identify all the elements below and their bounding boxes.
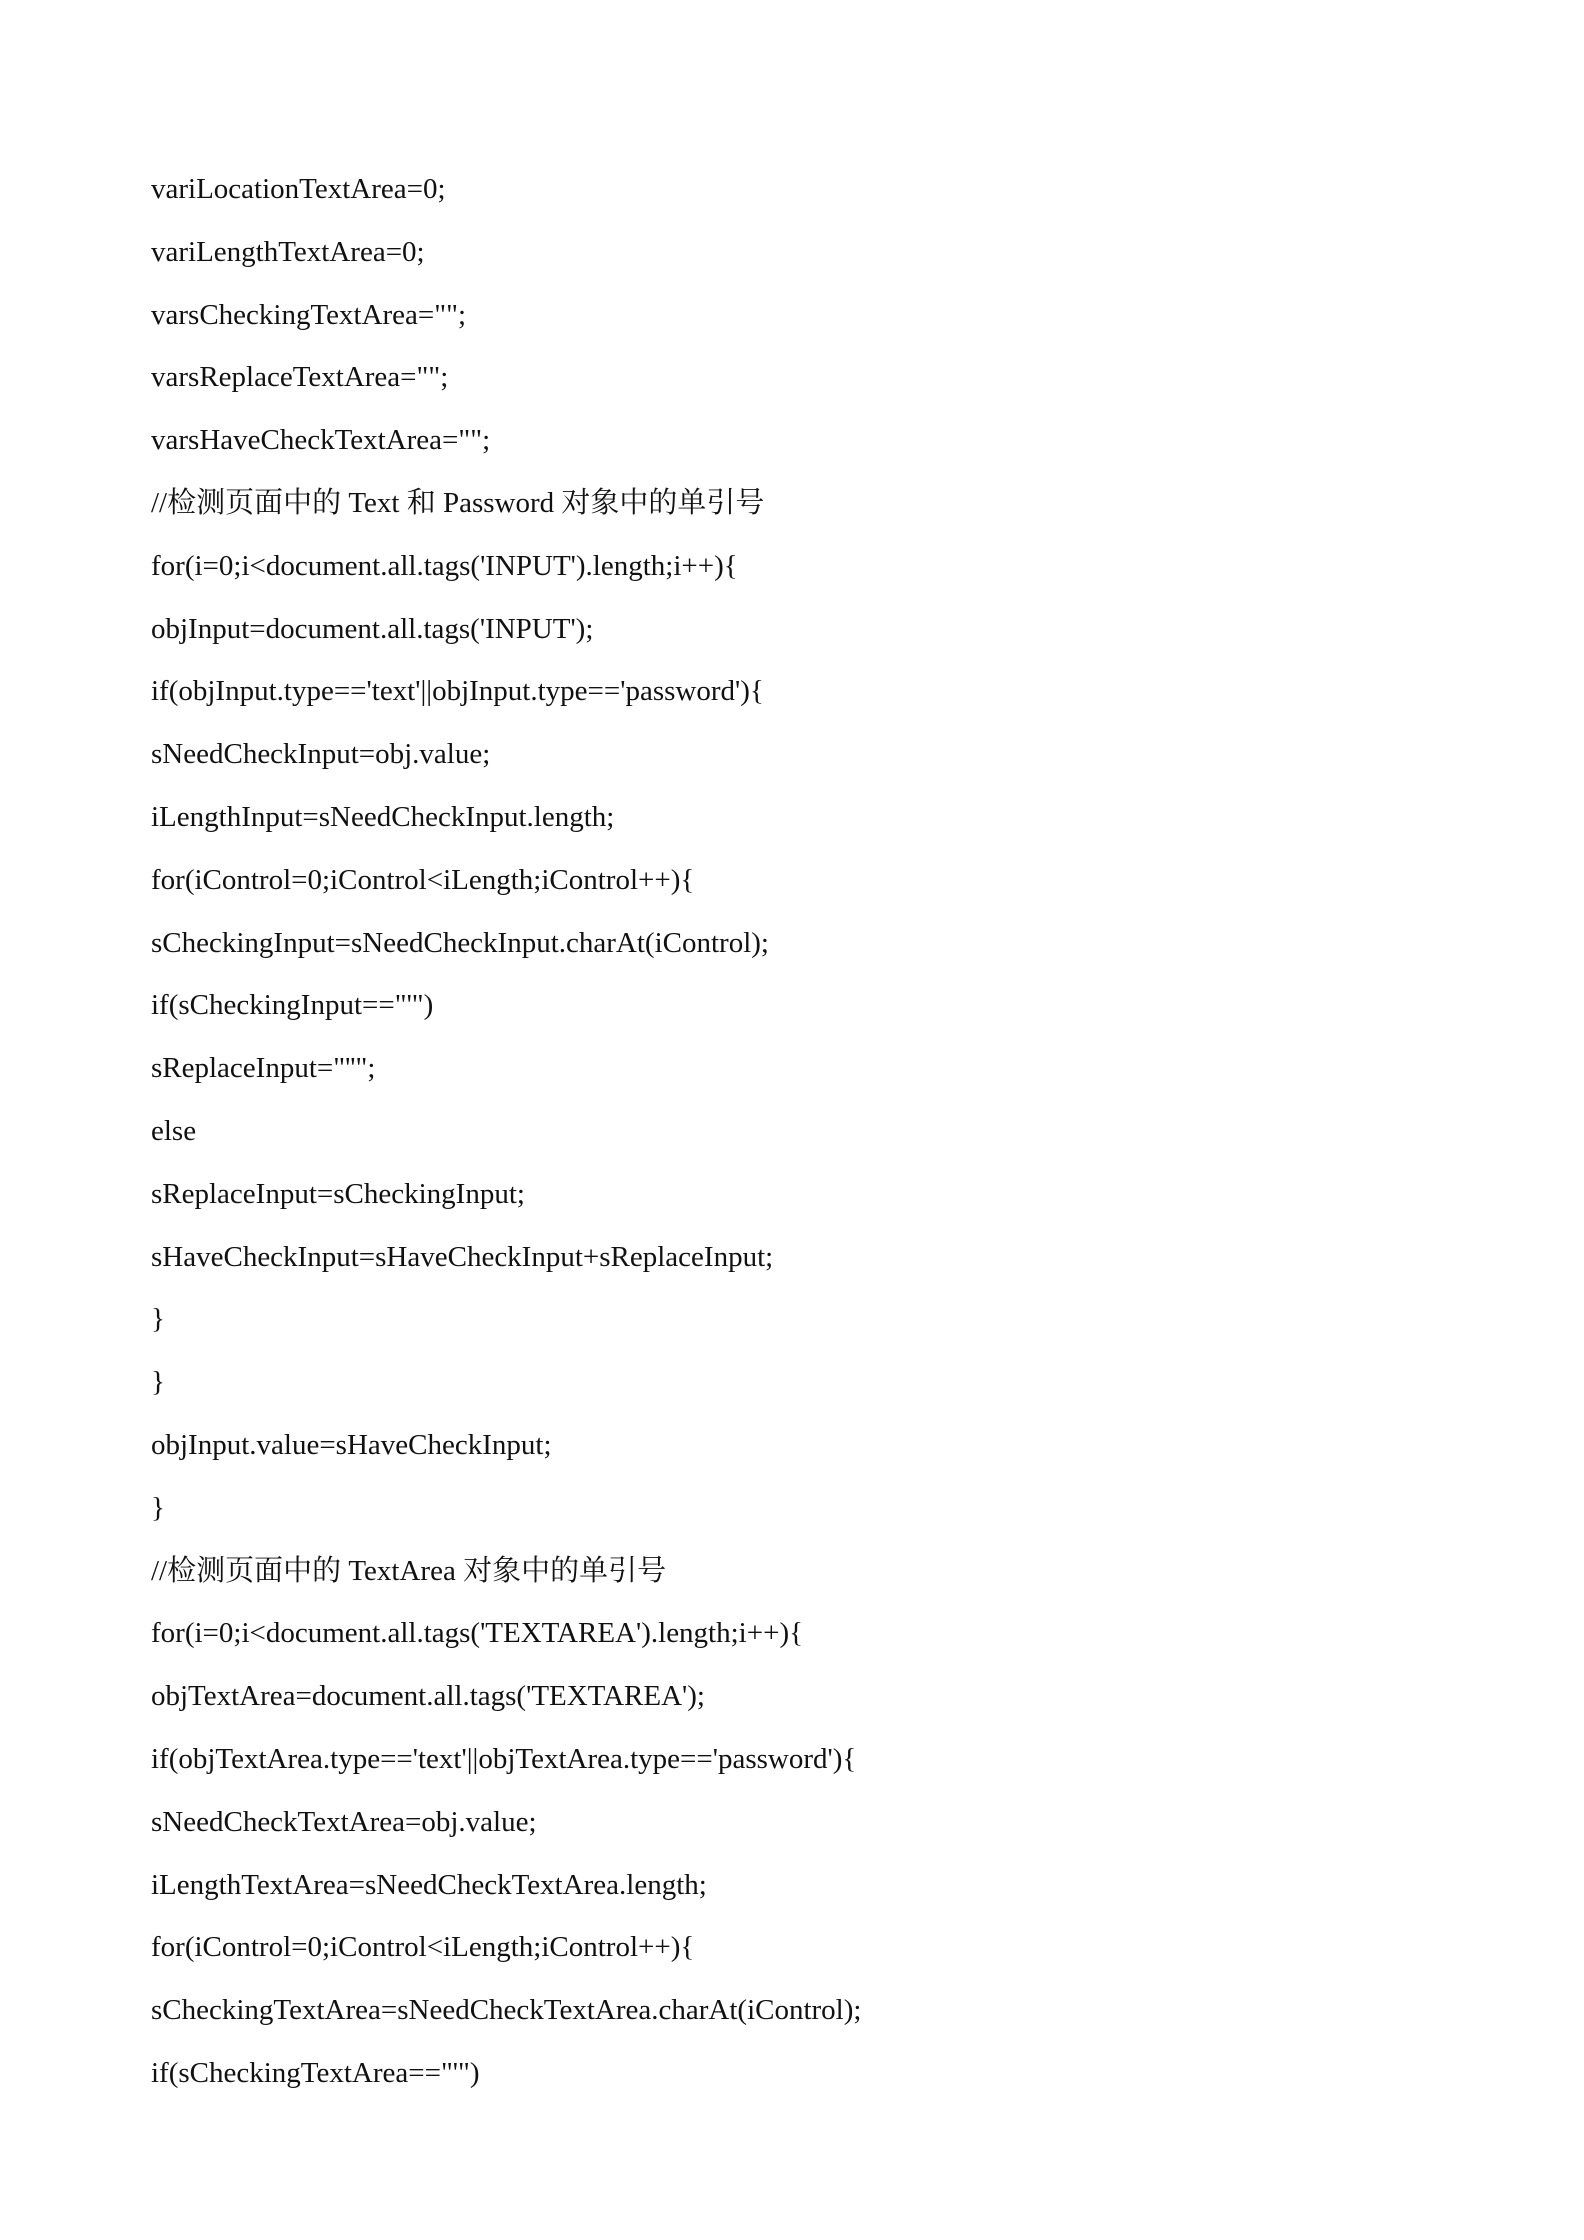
- code-line: varsCheckingTextArea="";: [151, 298, 467, 331]
- code-line: sCheckingInput=sNeedCheckInput.charAt(iControl);: [151, 926, 769, 959]
- code-line: variLocationTextArea=0;: [151, 173, 446, 205]
- code-line: varsHaveCheckTextArea="";: [151, 424, 491, 457]
- comment-line: //检测页面中的 Text 和 Password 对象中的单引号: [151, 486, 765, 519]
- code-line: for(iControl=0;iControl<iLength;iControl++){: [151, 1931, 695, 1964]
- code-line: sReplaceInput=sCheckingInput;: [151, 1177, 525, 1210]
- code-line: }: [151, 1491, 165, 1524]
- code-line: }: [151, 1303, 165, 1336]
- code-line: else: [151, 1114, 197, 1147]
- code-line: varsReplaceTextArea="";: [151, 361, 449, 394]
- code-line: iLengthInput=sNeedCheckInput.length;: [151, 800, 615, 833]
- code-line: if(objInput.type=='text'||objInput.type=='password'){: [151, 675, 764, 708]
- code-line: objInput=document.all.tags('INPUT');: [151, 612, 594, 645]
- code-line: sCheckingTextArea=sNeedCheckTextArea.charAt(iControl);: [151, 1994, 862, 2027]
- code-line: sNeedCheckTextArea=obj.value;: [151, 1805, 537, 1838]
- code-line: sReplaceInput="''";: [151, 1052, 376, 1085]
- code-line: if(objTextArea.type=='text'||objTextArea.type=='password'){: [151, 1742, 857, 1775]
- code-line: sHaveCheckInput=sHaveCheckInput+sReplaceInput;: [151, 1240, 774, 1273]
- code-line: objTextArea=document.all.tags('TEXTAREA');: [151, 1680, 705, 1713]
- code-line: if(sCheckingTextArea=="'"): [151, 2056, 480, 2089]
- comment-line: //检测页面中的 TextArea 对象中的单引号: [151, 1554, 667, 1587]
- code-line: for(i=0;i<document.all.tags('TEXTAREA').length;i++){: [151, 1617, 804, 1650]
- code-line: for(iControl=0;iControl<iLength;iControl++){: [151, 863, 695, 896]
- code-line: for(i=0;i<document.all.tags('INPUT').length;i++){: [151, 549, 738, 582]
- code-line: sNeedCheckInput=obj.value;: [151, 738, 491, 771]
- code-line: }: [151, 1366, 165, 1399]
- code-line: objInput.value=sHaveCheckInput;: [151, 1428, 552, 1461]
- code-line: variLengthTextArea=0;: [151, 235, 425, 268]
- code-line: if(sCheckingInput=="'"): [151, 989, 434, 1022]
- code-listing: [151, 158, 1451, 2105]
- code-line: iLengthTextArea=sNeedCheckTextArea.length;: [151, 1868, 707, 1901]
